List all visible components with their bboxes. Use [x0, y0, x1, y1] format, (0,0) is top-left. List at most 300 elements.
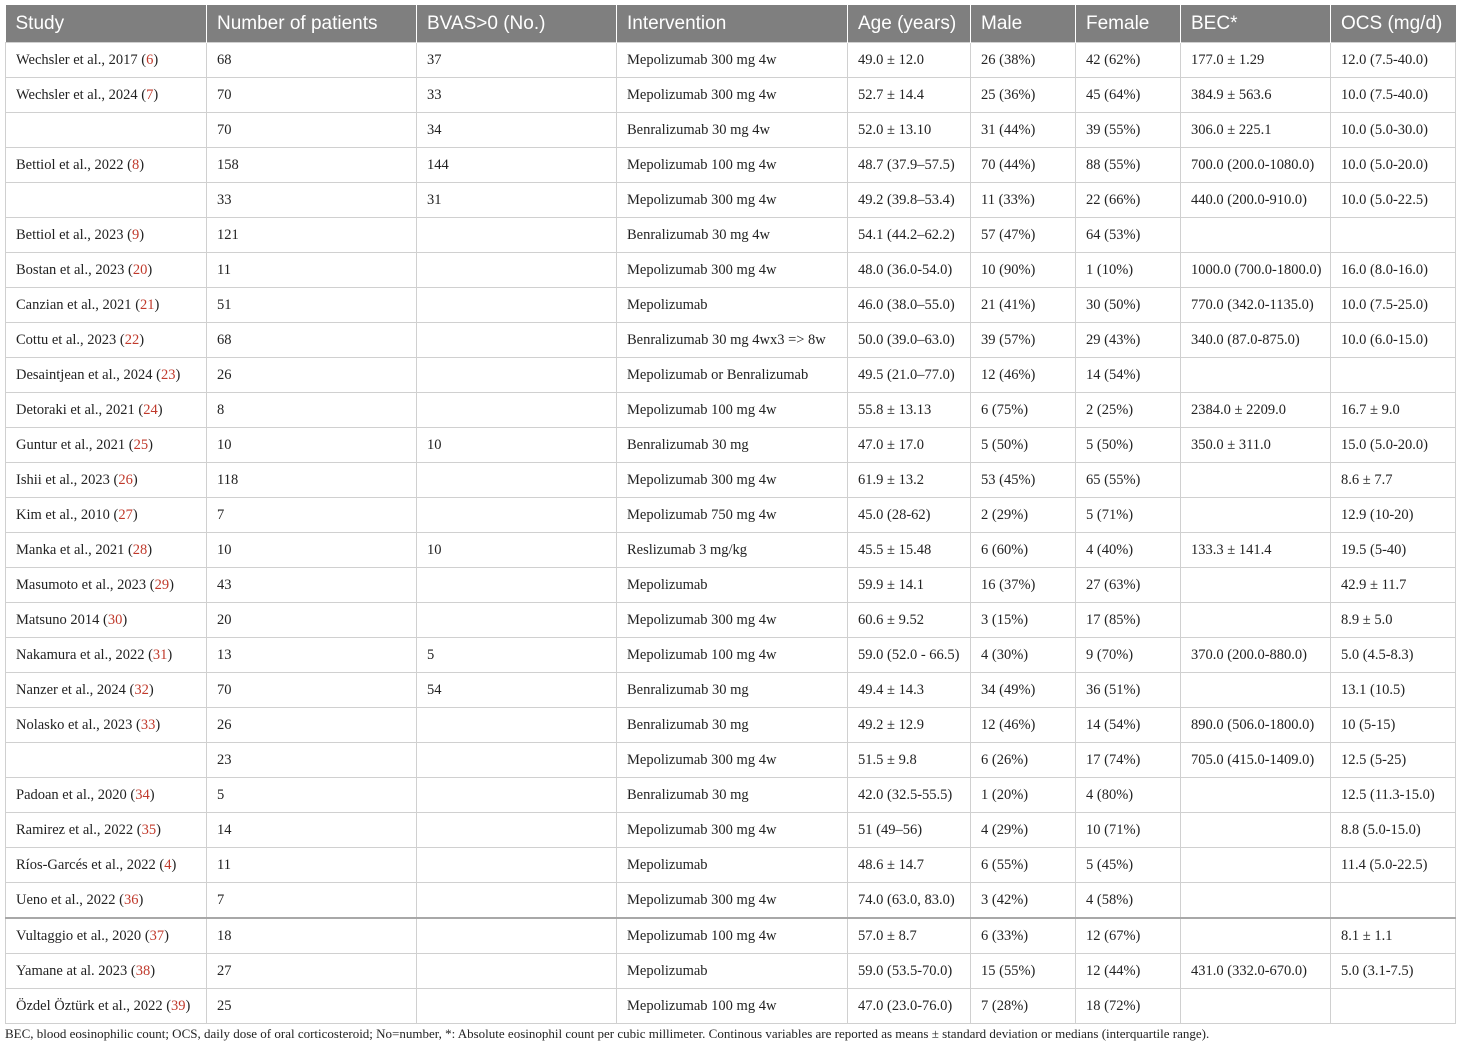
study-name: Ishii et al., 2023 [16, 471, 110, 488]
bec-cell: 705.0 (415.0-1409.0) [1181, 743, 1331, 778]
table-row [6, 288, 1456, 323]
table-row [6, 883, 1456, 919]
reference-link[interactable]: 6 [146, 51, 154, 68]
female-cell: 9 (70%) [1076, 638, 1181, 673]
female-cell: 4 (40%) [1076, 533, 1181, 568]
study-cell: Wechsler et al., 2017 (6) [6, 43, 207, 78]
bvas-cell [417, 743, 617, 778]
age-cell: 47.0 (23.0-76.0) [848, 989, 971, 1024]
study-cell: Ríos-Garcés et al., 2022 (4) [6, 848, 207, 883]
ocs-cell: 42.9 ± 11.7 [1331, 568, 1456, 603]
bvas-cell [417, 323, 617, 358]
male-cell: 11 (33%) [971, 183, 1076, 218]
ocs-cell: 11.4 (5.0-22.5) [1331, 848, 1456, 883]
male-cell: 15 (55%) [971, 954, 1076, 989]
intervention-cell: Mepolizumab 300 mg 4w [617, 883, 848, 919]
intervention-cell: Benralizumab 30 mg [617, 673, 848, 708]
table-row [6, 603, 1456, 638]
patients-cell: 121 [207, 218, 417, 253]
patients-cell: 158 [207, 148, 417, 183]
table-row [6, 743, 1456, 778]
bvas-cell [417, 498, 617, 533]
intervention-cell: Mepolizumab 100 mg 4w [617, 638, 848, 673]
table-row [6, 113, 1456, 148]
intervention-cell: Mepolizumab 300 mg 4w [617, 603, 848, 638]
male-cell: 1 (20%) [971, 778, 1076, 813]
table-row [6, 393, 1456, 428]
study-cell: Manka et al., 2021 (28) [6, 533, 207, 568]
ocs-cell: 10.0 (7.5-25.0) [1331, 288, 1456, 323]
male-cell: 26 (38%) [971, 43, 1076, 78]
reference-link[interactable]: 25 [133, 436, 149, 453]
reference-link[interactable]: 36 [123, 891, 139, 908]
ocs-cell: 12.5 (11.3-15.0) [1331, 778, 1456, 813]
female-cell: 5 (71%) [1076, 498, 1181, 533]
bvas-cell: 31 [417, 183, 617, 218]
study-name: Wechsler et al., 2024 [16, 86, 138, 103]
ocs-cell [1331, 358, 1456, 393]
bec-cell: 306.0 ± 225.1 [1181, 113, 1331, 148]
study-cell: Nakamura et al., 2022 (31) [6, 638, 207, 673]
column-header: OCS (mg/d) [1331, 5, 1456, 43]
bec-cell: 700.0 (200.0-1080.0) [1181, 148, 1331, 183]
bec-cell: 890.0 (506.0-1800.0) [1181, 708, 1331, 743]
male-cell: 6 (60%) [971, 533, 1076, 568]
patients-cell: 70 [207, 673, 417, 708]
male-cell: 10 (90%) [971, 253, 1076, 288]
intervention-cell: Mepolizumab 100 mg 4w [617, 989, 848, 1024]
age-cell: 60.6 ± 9.52 [848, 603, 971, 638]
ocs-cell: 8.1 ± 1.1 [1331, 918, 1456, 954]
study-cell: Canzian et al., 2021 (21) [6, 288, 207, 323]
table-row [6, 183, 1456, 218]
bvas-cell: 54 [417, 673, 617, 708]
study-name: Yamane at al. 2023 [16, 962, 128, 979]
male-cell: 6 (75%) [971, 393, 1076, 428]
male-cell: 6 (26%) [971, 743, 1076, 778]
female-cell: 14 (54%) [1076, 708, 1181, 743]
study-name: Guntur et al., 2021 [16, 436, 126, 453]
bec-cell [1181, 498, 1331, 533]
reference-link[interactable]: 26 [118, 471, 133, 488]
table-row [6, 989, 1456, 1024]
female-cell: 17 (85%) [1076, 603, 1181, 638]
ocs-cell [1331, 989, 1456, 1024]
female-cell: 29 (43%) [1076, 323, 1181, 358]
age-cell: 55.8 ± 13.13 [848, 393, 971, 428]
male-cell: 39 (57%) [971, 323, 1076, 358]
patients-cell: 11 [207, 253, 417, 288]
table-footnote: BEC, blood eosinophilic count; OCS, daily dose of oral corticosteroid; No=number, *: Absolute eosinophil count per cubic millimeter. Continous variables are reported as means ± standard deviation or medians (interquartile range). [5, 1026, 1210, 1041]
intervention-cell: Mepolizumab 300 mg 4w [617, 183, 848, 218]
study-cell: Wechsler et al., 2024 (7) [6, 78, 207, 113]
intervention-cell: Benralizumab 30 mg 4w [617, 218, 848, 253]
female-cell: 17 (74%) [1076, 743, 1181, 778]
age-cell: 47.0 ± 17.0 [848, 428, 971, 463]
study-name: Manka et al., 2021 [16, 541, 125, 558]
age-cell: 51.5 ± 9.8 [848, 743, 971, 778]
male-cell: 3 (15%) [971, 603, 1076, 638]
age-cell: 49.5 (21.0–77.0) [848, 358, 971, 393]
study-cell: Matsuno 2014 (30) [6, 603, 207, 638]
intervention-cell: Mepolizumab 100 mg 4w [617, 393, 848, 428]
age-cell: 45.0 (28-62) [848, 498, 971, 533]
female-cell: 5 (50%) [1076, 428, 1181, 463]
age-cell: 59.9 ± 14.1 [848, 568, 971, 603]
age-cell: 48.0 (36.0-54.0) [848, 253, 971, 288]
study-name: Bettiol et al., 2022 [16, 156, 124, 173]
patients-cell: 5 [207, 778, 417, 813]
intervention-cell: Mepolizumab 300 mg 4w [617, 43, 848, 78]
patients-cell: 68 [207, 43, 417, 78]
patients-cell: 68 [207, 323, 417, 358]
reference-link[interactable]: 32 [134, 681, 149, 698]
age-cell: 50.0 (39.0–63.0) [848, 323, 971, 358]
column-header: Intervention [617, 5, 848, 43]
age-cell: 46.0 (38.0–55.0) [848, 288, 971, 323]
age-cell: 51 (49–56) [848, 813, 971, 848]
male-cell: 3 (42%) [971, 883, 1076, 919]
bvas-cell [417, 778, 617, 813]
male-cell: 6 (33%) [971, 918, 1076, 954]
ocs-cell: 10.0 (7.5-40.0) [1331, 78, 1456, 113]
patients-cell: 27 [207, 954, 417, 989]
bec-cell: 177.0 ± 1.29 [1181, 43, 1331, 78]
age-cell: 45.5 ± 15.48 [848, 533, 971, 568]
female-cell: 27 (63%) [1076, 568, 1181, 603]
intervention-cell: Mepolizumab [617, 568, 848, 603]
column-header: Age (years) [848, 5, 971, 43]
intervention-cell: Mepolizumab [617, 954, 848, 989]
female-cell: 2 (25%) [1076, 393, 1181, 428]
study-cell: Bettiol et al., 2023 (9) [6, 218, 207, 253]
bec-cell [1181, 358, 1331, 393]
male-cell: 70 (44%) [971, 148, 1076, 183]
bec-cell: 370.0 (200.0-880.0) [1181, 638, 1331, 673]
ocs-cell: 16.0 (8.0-16.0) [1331, 253, 1456, 288]
patients-cell: 51 [207, 288, 417, 323]
female-cell: 12 (44%) [1076, 954, 1181, 989]
intervention-cell: Benralizumab 30 mg [617, 708, 848, 743]
table-row [6, 358, 1456, 393]
column-header: Number of patients [207, 5, 417, 43]
study-name: Wechsler et al., 2017 [16, 51, 138, 68]
reference-link[interactable]: 24 [143, 401, 158, 418]
bec-cell [1181, 778, 1331, 813]
intervention-cell: Benralizumab 30 mg [617, 428, 848, 463]
intervention-cell: Benralizumab 30 mg [617, 778, 848, 813]
study-cell: Nolasko et al., 2023 (33) [6, 708, 207, 743]
bvas-cell [417, 568, 617, 603]
reference-link[interactable]: 37 [149, 927, 165, 944]
reference-link[interactable]: 8 [132, 156, 140, 173]
ocs-cell: 5.0 (3.1-7.5) [1331, 954, 1456, 989]
male-cell: 6 (55%) [971, 848, 1076, 883]
male-cell: 12 (46%) [971, 358, 1076, 393]
age-cell: 52.0 ± 13.10 [848, 113, 971, 148]
study-cell: Nanzer et al., 2024 (32) [6, 673, 207, 708]
female-cell: 45 (64%) [1076, 78, 1181, 113]
table-row [6, 148, 1456, 183]
bec-cell [1181, 218, 1331, 253]
female-cell: 39 (55%) [1076, 113, 1181, 148]
study-name: Ramirez et al., 2022 [16, 821, 134, 838]
female-cell: 42 (62%) [1076, 43, 1181, 78]
table-row [6, 463, 1456, 498]
patients-cell: 43 [207, 568, 417, 603]
age-cell: 48.6 ± 14.7 [848, 848, 971, 883]
intervention-cell: Benralizumab 30 mg 4wx3 => 8w [617, 323, 848, 358]
study-cell: Bettiol et al., 2022 (8) [6, 148, 207, 183]
column-header: BVAS>0 (No.) [417, 5, 617, 43]
study-name: Desaintjean et al., 2024 [16, 366, 153, 383]
reference-link[interactable]: 33 [140, 716, 156, 733]
table-row [6, 533, 1456, 568]
study-name: Nolasko et al., 2023 [16, 716, 133, 733]
bvas-cell: 144 [417, 148, 617, 183]
bec-cell [1181, 603, 1331, 638]
study-cell [6, 183, 207, 218]
patients-cell: 13 [207, 638, 417, 673]
study-table [5, 5, 1456, 1024]
study-name: Ríos-Garcés et al., 2022 [16, 856, 156, 873]
study-cell: Cottu et al., 2023 (22) [6, 323, 207, 358]
reference-link[interactable]: 34 [135, 786, 150, 803]
study-cell: Yamane at al. 2023 (38) [6, 954, 207, 989]
study-name: Cottu et al., 2023 [16, 331, 117, 348]
male-cell: 34 (49%) [971, 673, 1076, 708]
bec-cell [1181, 989, 1331, 1024]
ocs-cell: 16.7 ± 9.0 [1331, 393, 1456, 428]
reference-link[interactable]: 30 [107, 611, 123, 628]
table-container [5, 5, 1455, 1024]
patients-cell: 118 [207, 463, 417, 498]
bec-cell: 340.0 (87.0-875.0) [1181, 323, 1331, 358]
patients-cell: 10 [207, 533, 417, 568]
column-header: BEC* [1181, 5, 1331, 43]
patients-cell: 23 [207, 743, 417, 778]
bec-cell: 770.0 (342.0-1135.0) [1181, 288, 1331, 323]
bvas-cell [417, 989, 617, 1024]
reference-link[interactable]: 38 [135, 962, 151, 979]
age-cell: 49.2 ± 12.9 [848, 708, 971, 743]
reference-link[interactable]: 21 [140, 296, 155, 313]
intervention-cell: Mepolizumab 300 mg 4w [617, 78, 848, 113]
bec-cell: 431.0 (332.0-670.0) [1181, 954, 1331, 989]
reference-link[interactable]: 39 [171, 997, 186, 1014]
reference-link[interactable]: 29 [154, 576, 170, 593]
ocs-cell: 12.5 (5-25) [1331, 743, 1456, 778]
patients-cell: 33 [207, 183, 417, 218]
reference-link[interactable]: 35 [141, 821, 157, 838]
ocs-cell: 10.0 (5.0-30.0) [1331, 113, 1456, 148]
table-row [6, 568, 1456, 603]
study-name: Özdel Öztürk et al., 2022 [16, 997, 163, 1014]
age-cell: 57.0 ± 8.7 [848, 918, 971, 954]
age-cell: 74.0 (63.0, 83.0) [848, 883, 971, 919]
bec-cell: 350.0 ± 311.0 [1181, 428, 1331, 463]
patients-cell: 18 [207, 918, 417, 954]
male-cell: 4 (29%) [971, 813, 1076, 848]
bec-cell [1181, 848, 1331, 883]
study-cell [6, 743, 207, 778]
bvas-cell: 34 [417, 113, 617, 148]
female-cell: 88 (55%) [1076, 148, 1181, 183]
bvas-cell: 10 [417, 533, 617, 568]
age-cell: 42.0 (32.5-55.5) [848, 778, 971, 813]
bec-cell [1181, 463, 1331, 498]
table-row [6, 498, 1456, 533]
male-cell: 5 (50%) [971, 428, 1076, 463]
column-header: Study [6, 5, 207, 43]
bec-cell [1181, 883, 1331, 919]
male-cell: 25 (36%) [971, 78, 1076, 113]
table-row [6, 778, 1456, 813]
patients-cell: 11 [207, 848, 417, 883]
study-name: Bostan et al., 2023 [16, 261, 125, 278]
bvas-cell [417, 954, 617, 989]
male-cell: 12 (46%) [971, 708, 1076, 743]
male-cell: 7 (28%) [971, 989, 1076, 1024]
patients-cell: 25 [207, 989, 417, 1024]
age-cell: 52.7 ± 14.4 [848, 78, 971, 113]
ocs-cell: 10.0 (6.0-15.0) [1331, 323, 1456, 358]
bec-cell: 133.3 ± 141.4 [1181, 533, 1331, 568]
intervention-cell: Mepolizumab [617, 288, 848, 323]
column-header: Male [971, 5, 1076, 43]
bvas-cell [417, 603, 617, 638]
bvas-cell: 37 [417, 43, 617, 78]
intervention-cell: Mepolizumab 300 mg 4w [617, 743, 848, 778]
patients-cell: 26 [207, 708, 417, 743]
study-name: Canzian et al., 2021 [16, 296, 132, 313]
intervention-cell: Mepolizumab 750 mg 4w [617, 498, 848, 533]
intervention-cell: Mepolizumab 300 mg 4w [617, 813, 848, 848]
bec-cell [1181, 568, 1331, 603]
reference-link[interactable]: 9 [132, 226, 140, 243]
female-cell: 65 (55%) [1076, 463, 1181, 498]
study-cell: Masumoto et al., 2023 (29) [6, 568, 207, 603]
study-cell: Guntur et al., 2021 (25) [6, 428, 207, 463]
study-cell: Ueno et al., 2022 (36) [6, 883, 207, 919]
ocs-cell: 10 (5-15) [1331, 708, 1456, 743]
male-cell: 16 (37%) [971, 568, 1076, 603]
female-cell: 1 (10%) [1076, 253, 1181, 288]
study-cell: Özdel Öztürk et al., 2022 (39) [6, 989, 207, 1024]
bvas-cell [417, 218, 617, 253]
ocs-cell: 19.5 (5-40) [1331, 533, 1456, 568]
ocs-cell [1331, 218, 1456, 253]
patients-cell: 14 [207, 813, 417, 848]
column-header: Female [1076, 5, 1181, 43]
ocs-cell: 8.8 (5.0-15.0) [1331, 813, 1456, 848]
female-cell: 36 (51%) [1076, 673, 1181, 708]
study-name: Nanzer et al., 2024 [16, 681, 126, 698]
study-name: Ueno et al., 2022 [16, 891, 116, 908]
table-row [6, 673, 1456, 708]
ocs-cell: 12.9 (10-20) [1331, 498, 1456, 533]
female-cell: 4 (80%) [1076, 778, 1181, 813]
patients-cell: 7 [207, 498, 417, 533]
reference-link[interactable]: 7 [146, 86, 154, 103]
reference-link[interactable]: 28 [132, 541, 148, 558]
table-row [6, 253, 1456, 288]
intervention-cell: Mepolizumab 100 mg 4w [617, 918, 848, 954]
table-row [6, 848, 1456, 883]
female-cell: 22 (66%) [1076, 183, 1181, 218]
intervention-cell: Reslizumab 3 mg/kg [617, 533, 848, 568]
bec-cell [1181, 673, 1331, 708]
reference-link[interactable]: 23 [160, 366, 176, 383]
ocs-cell: 13.1 (10.5) [1331, 673, 1456, 708]
reference-link[interactable]: 4 [164, 856, 172, 873]
table-row [6, 428, 1456, 463]
intervention-cell: Benralizumab 30 mg 4w [617, 113, 848, 148]
header-row [6, 5, 1456, 43]
study-name: Padoan et al., 2020 [16, 786, 127, 803]
study-cell: Padoan et al., 2020 (34) [6, 778, 207, 813]
bec-cell: 2384.0 ± 2209.0 [1181, 393, 1331, 428]
bvas-cell [417, 393, 617, 428]
bec-cell: 440.0 (200.0-910.0) [1181, 183, 1331, 218]
female-cell: 10 (71%) [1076, 813, 1181, 848]
study-cell: Ramirez et al., 2022 (35) [6, 813, 207, 848]
age-cell: 59.0 (52.0 - 66.5) [848, 638, 971, 673]
study-cell: Vultaggio et al., 2020 (37) [6, 918, 207, 954]
bec-cell [1181, 813, 1331, 848]
male-cell: 57 (47%) [971, 218, 1076, 253]
bvas-cell [417, 358, 617, 393]
patients-cell: 26 [207, 358, 417, 393]
ocs-cell [1331, 883, 1456, 919]
reference-link[interactable]: 27 [118, 506, 133, 523]
bvas-cell [417, 463, 617, 498]
study-cell: Detoraki et al., 2021 (24) [6, 393, 207, 428]
study-name: Nakamura et al., 2022 [16, 646, 145, 663]
female-cell: 30 (50%) [1076, 288, 1181, 323]
ocs-cell: 10.0 (5.0-20.0) [1331, 148, 1456, 183]
patients-cell: 7 [207, 883, 417, 919]
bvas-cell [417, 813, 617, 848]
male-cell: 53 (45%) [971, 463, 1076, 498]
study-name: Kim et al., 2010 [16, 506, 110, 523]
study-cell: Bostan et al., 2023 (20) [6, 253, 207, 288]
bvas-cell [417, 848, 617, 883]
patients-cell: 8 [207, 393, 417, 428]
patients-cell: 10 [207, 428, 417, 463]
age-cell: 61.9 ± 13.2 [848, 463, 971, 498]
male-cell: 2 (29%) [971, 498, 1076, 533]
table-row [6, 218, 1456, 253]
female-cell: 5 (45%) [1076, 848, 1181, 883]
ocs-cell: 10.0 (5.0-22.5) [1331, 183, 1456, 218]
ocs-cell: 5.0 (4.5-8.3) [1331, 638, 1456, 673]
bvas-cell [417, 918, 617, 954]
female-cell: 12 (67%) [1076, 918, 1181, 954]
reference-link[interactable]: 22 [124, 331, 140, 348]
study-name: Bettiol et al., 2023 [16, 226, 124, 243]
table-row [6, 638, 1456, 673]
bvas-cell [417, 883, 617, 919]
reference-link[interactable]: 31 [152, 646, 168, 663]
intervention-cell: Mepolizumab [617, 848, 848, 883]
table-row [6, 954, 1456, 989]
intervention-cell: Mepolizumab 100 mg 4w [617, 148, 848, 183]
table-row [6, 78, 1456, 113]
study-name: Detoraki et al., 2021 [16, 401, 135, 418]
reference-link[interactable]: 20 [132, 261, 148, 278]
female-cell: 4 (58%) [1076, 883, 1181, 919]
